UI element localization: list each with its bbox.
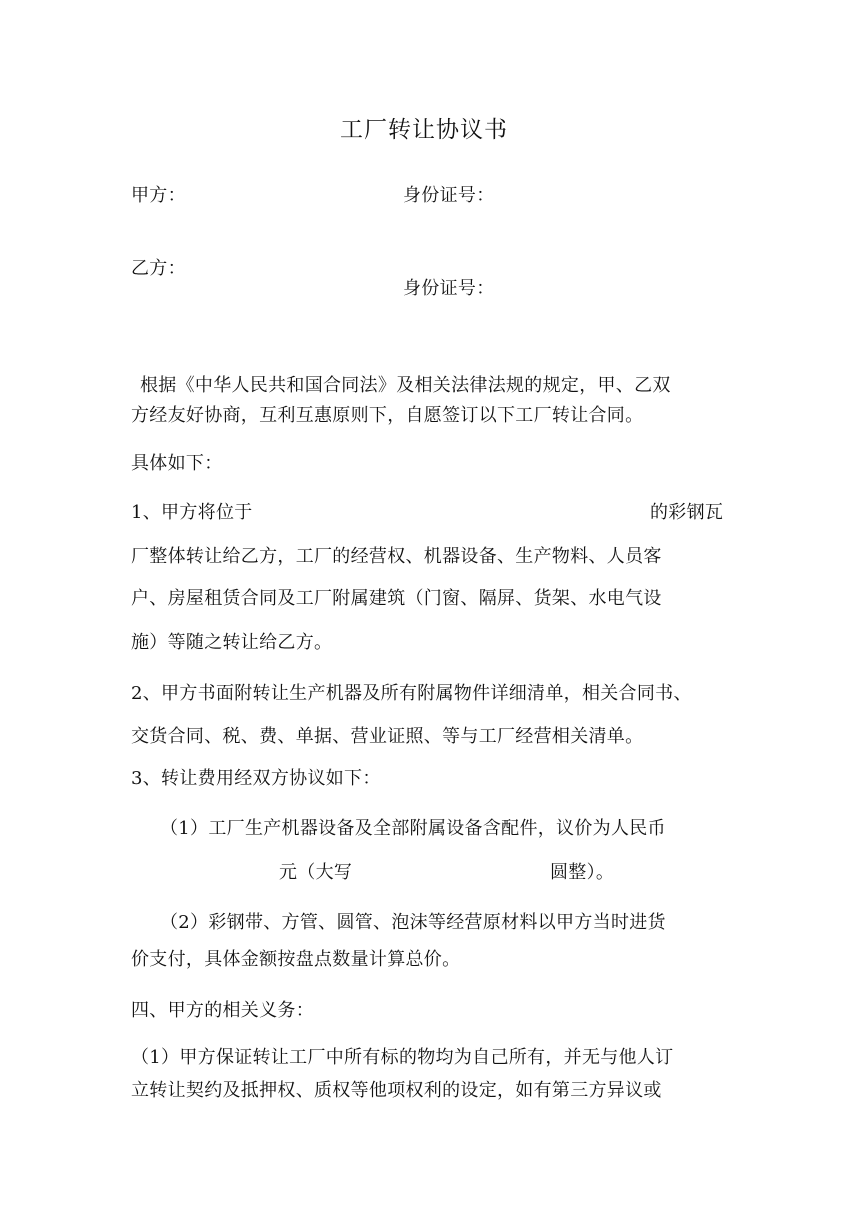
clause-2-line-2: 交货合同、税、费、单据、营业证照、等与工厂经营相关清单。 (131, 726, 644, 747)
document-title: 工厂转让协议书 (340, 117, 508, 143)
clause-2-line-1: 2、甲方书面附转让生产机器及所有附属物件详细清单，相关合同书、 (131, 683, 692, 704)
clause-3-item-1-yuan: 元（大写 (279, 862, 353, 883)
clause-1-line-4: 施）等随之转让给乙方。 (131, 632, 333, 653)
party-b-label: 乙方： (131, 258, 186, 279)
details-heading: 具体如下： (131, 453, 223, 474)
section-4-heading: 四、甲方的相关义务： (131, 1000, 314, 1021)
clause-1-start: 1、甲方将位于 (131, 502, 253, 523)
party-a-id-label: 身份证号： (403, 185, 495, 206)
party-b-id-label: 身份证号： (403, 278, 495, 299)
clause-3-item-1-whole: 圆整）。 (550, 862, 615, 883)
clause-3-item-2-line-2: 价支付，具体金额按盘点数量计算总价。 (131, 949, 461, 970)
clause-3-heading: 3、转让费用经双方协议如下： (131, 768, 381, 789)
intro-line-1: 根据《中华人民共和国合同法》及相关法律法规的规定，甲、乙双 (140, 375, 671, 396)
section-4-item-1-line-1: （1）甲方保证转让工厂中所有标的物均为自己所有，并无与他人订 (131, 1047, 674, 1068)
party-a-label: 甲方： (131, 185, 186, 206)
intro-line-2: 方经友好协商，互利互惠原则下，自愿签订以下工厂转让合同。 (131, 405, 644, 426)
clause-3-item-1-line-1: （1）工厂生产机器设备及全部附属设备含配件，议价为人民币 (160, 818, 666, 839)
clause-1-line-3: 户、房屋租赁合同及工厂附属建筑（门窗、隔屏、货架、水电气设 (131, 588, 662, 609)
clause-1-line-2: 厂整体转让给乙方，工厂的经营权、机器设备、生产物料、人员客 (131, 546, 662, 567)
clause-3-item-2-line-1: （2）彩钢带、方管、圆管、泡沫等经营原材料以甲方当时进货 (160, 912, 666, 933)
section-4-item-1-line-2: 立转让契约及抵押权、质权等他项权利的设定，如有第三方异议或 (131, 1080, 662, 1101)
clause-1-end: 的彩钢瓦 (650, 502, 724, 523)
